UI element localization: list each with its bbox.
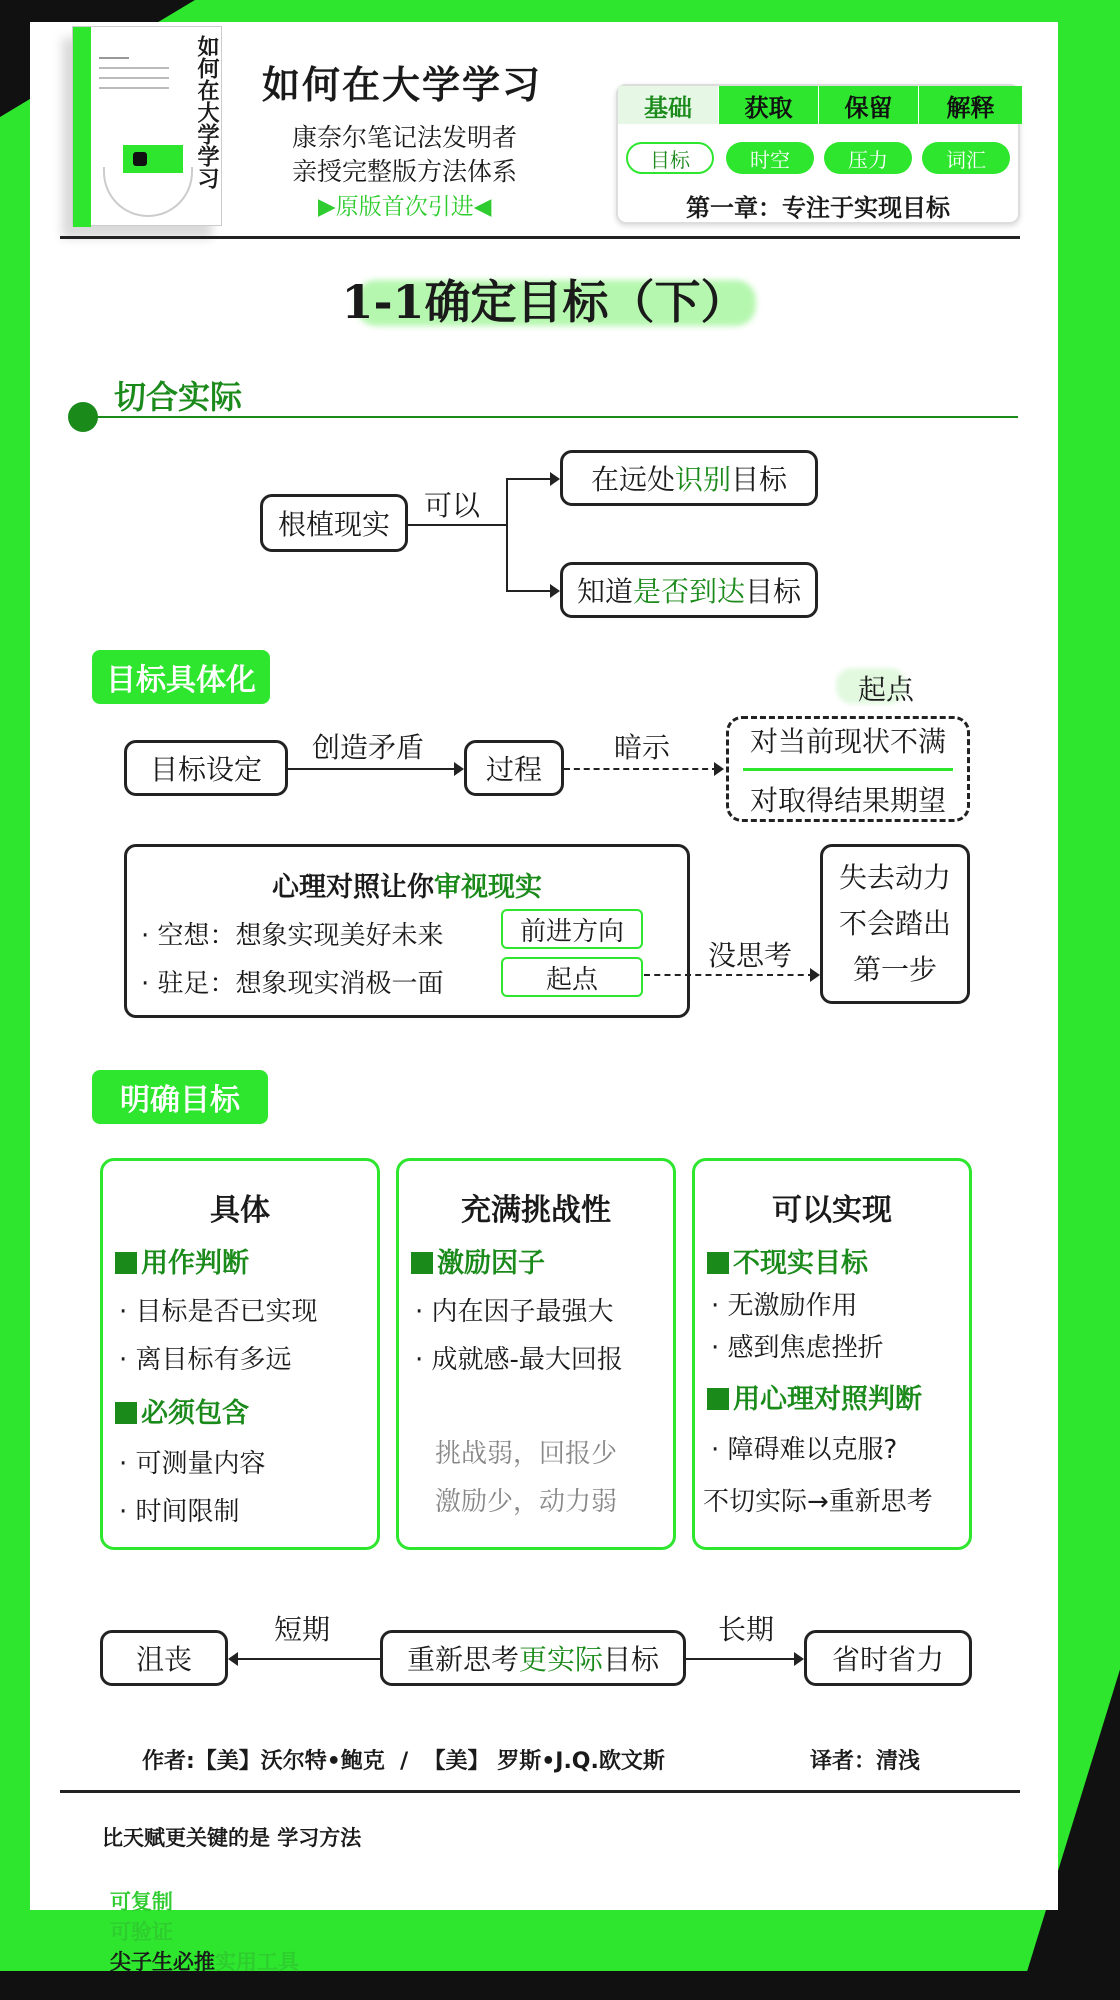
- node-label: 对取得结果期望: [749, 783, 946, 817]
- section-heading: 切合实际: [114, 378, 243, 416]
- chapter-nav: [616, 84, 1020, 224]
- node-rethink: [380, 1630, 686, 1686]
- tag-label: 目标具体化: [106, 663, 256, 698]
- node-label: 省时省力: [831, 1643, 944, 1676]
- text-highlight: 可复制: [109, 1890, 173, 1914]
- text-highlight: 识别: [674, 463, 731, 496]
- pill-label: 压力: [848, 147, 888, 172]
- text: 目标: [731, 463, 788, 496]
- pill-time[interactable]: [726, 142, 814, 174]
- edge-label-can: 可以: [424, 489, 481, 522]
- text: 心理对照让你: [272, 872, 434, 903]
- text: 知道: [576, 575, 633, 608]
- edge-label-create: 创造矛盾: [312, 731, 425, 764]
- edge-label-short: 短期: [274, 1613, 331, 1646]
- card-item: · 离目标有多远: [119, 1345, 292, 1375]
- node-goal-setting: [124, 740, 288, 796]
- card-item: · 感到焦虑挫折: [711, 1333, 884, 1363]
- node-label: 根植现实: [277, 508, 390, 541]
- section-dot: [68, 402, 98, 432]
- footer-divider: [60, 1790, 1020, 1793]
- card-item: · 可测量内容: [119, 1449, 266, 1479]
- node-label: 对当前现状不满: [749, 724, 946, 758]
- connector-dashed: [564, 768, 718, 770]
- card-title: 充满挑战性: [461, 1193, 611, 1228]
- connector: [408, 524, 508, 526]
- start-label: 起点: [858, 673, 915, 706]
- card-title: 具体: [210, 1193, 270, 1228]
- subhead-label: 用作判断: [141, 1248, 249, 1279]
- text-highlight: 可验证: [109, 1920, 173, 1944]
- tab-label: 解释: [946, 93, 995, 122]
- line-dwell: · 驻足：想象现实消极一面: [141, 969, 444, 999]
- node-rooted-reality: [260, 494, 408, 552]
- subhead-label: 用心理对照判断: [733, 1384, 922, 1415]
- text: 在远处: [590, 463, 675, 496]
- node-lose-motivation: [820, 844, 970, 1004]
- node-know-reached: [560, 562, 818, 618]
- connector: [686, 1658, 796, 1660]
- card-footer: 不切实际→重新思考: [703, 1487, 933, 1517]
- tab-acquire[interactable]: [718, 86, 818, 124]
- tag-direction: [501, 909, 643, 949]
- arrowhead: [550, 584, 560, 598]
- card-subhead: [115, 1391, 249, 1430]
- card-subhead: [707, 1241, 868, 1280]
- subhead-label: 激励因子: [437, 1248, 545, 1279]
- arrowhead: [794, 1652, 804, 1666]
- cover-title: 如何在大学学习: [194, 35, 219, 189]
- mental-contrast-box: [124, 844, 690, 1018]
- card-item: · 目标是否已实现: [119, 1297, 318, 1327]
- text: 目标: [745, 575, 802, 608]
- node-label: 目标设定: [149, 753, 262, 786]
- card-subhead: [707, 1377, 922, 1416]
- tag-label: 前进方向: [519, 916, 624, 947]
- card-note: 挑战弱，回报少: [435, 1439, 618, 1469]
- card-item: · 成就感-最大回报: [415, 1345, 623, 1375]
- card-item: · 障碍难以克服?: [711, 1435, 898, 1465]
- node-label: 第一步: [852, 953, 937, 986]
- edge-label-hint: 暗示: [614, 731, 671, 764]
- chapter-title: 第一章：专注于实现目标: [686, 194, 950, 222]
- text-highlight: 是否到达: [632, 575, 745, 608]
- box-title: [127, 865, 687, 904]
- connector: [506, 590, 556, 592]
- tag-label: 起点: [545, 964, 598, 995]
- card-specific: [100, 1158, 380, 1550]
- node-process: [464, 740, 564, 796]
- book-title: 如何在大学学习: [262, 63, 543, 107]
- arrowhead: [454, 762, 464, 776]
- node-label: 失去动力: [838, 861, 951, 894]
- section-tag-specific: [92, 650, 270, 704]
- tab-basics[interactable]: [618, 86, 718, 124]
- connector: [288, 768, 460, 770]
- node-start-point: [726, 716, 970, 822]
- connector: [506, 478, 508, 592]
- card-subhead: [411, 1241, 545, 1280]
- card-achievable: [692, 1158, 972, 1550]
- tab-explain[interactable]: [918, 86, 1022, 124]
- text: 目标: [603, 1643, 660, 1676]
- book-subtitle-3: ▶原版首次引进◀: [318, 194, 492, 220]
- connector: [236, 1658, 380, 1660]
- text: 尖子生必推: [109, 1950, 215, 1974]
- pill-label: 词汇: [946, 147, 986, 172]
- connector-dashed: [644, 974, 814, 976]
- tab-retain[interactable]: [818, 86, 918, 124]
- arrowhead: [714, 762, 724, 776]
- book-subtitle-2: 亲授完整版方法体系: [292, 157, 518, 186]
- header-divider: [60, 236, 1020, 239]
- text-highlight: 更实际: [518, 1643, 603, 1676]
- tab-label: 保留: [844, 93, 893, 122]
- node-save-effort: [804, 1630, 972, 1686]
- text-highlight: 审视现实: [434, 872, 542, 903]
- page-title: 1-1确定目标（下）: [341, 275, 747, 329]
- tag-label: 明确目标: [120, 1083, 240, 1118]
- subhead-label: 必须包含: [141, 1398, 249, 1429]
- card-item: · 内在因子最强大: [415, 1297, 614, 1327]
- authors: 作者:【美】沃尔特•鲍克 / 【美】 罗斯•J.Q.欧文斯: [142, 1749, 665, 1774]
- footer-line-2: [66, 1862, 299, 2000]
- book-subtitle-1: 康奈尔笔记法发明者: [292, 123, 518, 152]
- arrowhead: [810, 968, 820, 982]
- arrowhead: [550, 472, 560, 486]
- text-highlight: 实用工具: [214, 1950, 299, 1974]
- node-frustration: [100, 1630, 228, 1686]
- node-label: 过程: [485, 753, 542, 786]
- card-challenging: [396, 1158, 676, 1550]
- pill-goal[interactable]: [626, 142, 714, 174]
- card-item: · 无激励作用: [711, 1291, 858, 1321]
- card-title: 可以实现: [772, 1193, 892, 1228]
- edge-label-no-thought: 没思考: [708, 939, 793, 972]
- pill-label: 时空: [750, 147, 790, 172]
- translator: 译者：清浅: [810, 1749, 921, 1774]
- pill-pressure[interactable]: [824, 142, 912, 174]
- node-identify-goal: [560, 450, 818, 506]
- card-subhead: [115, 1241, 249, 1280]
- line-fantasy: · 空想：想象实现美好未来: [141, 921, 444, 951]
- section-tag-clear: [92, 1070, 268, 1124]
- card-note: 激励少，动力弱: [435, 1487, 618, 1517]
- paper: [30, 22, 1058, 1974]
- subhead-label: 不现实目标: [733, 1248, 868, 1279]
- book-cover: [72, 26, 222, 226]
- connector: [506, 478, 556, 480]
- tab-label: 基础: [644, 93, 692, 122]
- card-item: · 时间限制: [119, 1497, 240, 1527]
- text: 重新思考: [406, 1643, 519, 1676]
- node-label: 沮丧: [135, 1643, 192, 1676]
- tag-start: [501, 957, 643, 997]
- footer-line-1: 比天赋更关键的是 学习方法: [102, 1826, 362, 1850]
- pill-label: 目标: [650, 147, 690, 172]
- node-label: 不会踏出: [838, 907, 951, 940]
- edge-label-long: 长期: [718, 1613, 775, 1646]
- pill-vocab[interactable]: [922, 142, 1010, 174]
- tab-label: 获取: [744, 93, 793, 122]
